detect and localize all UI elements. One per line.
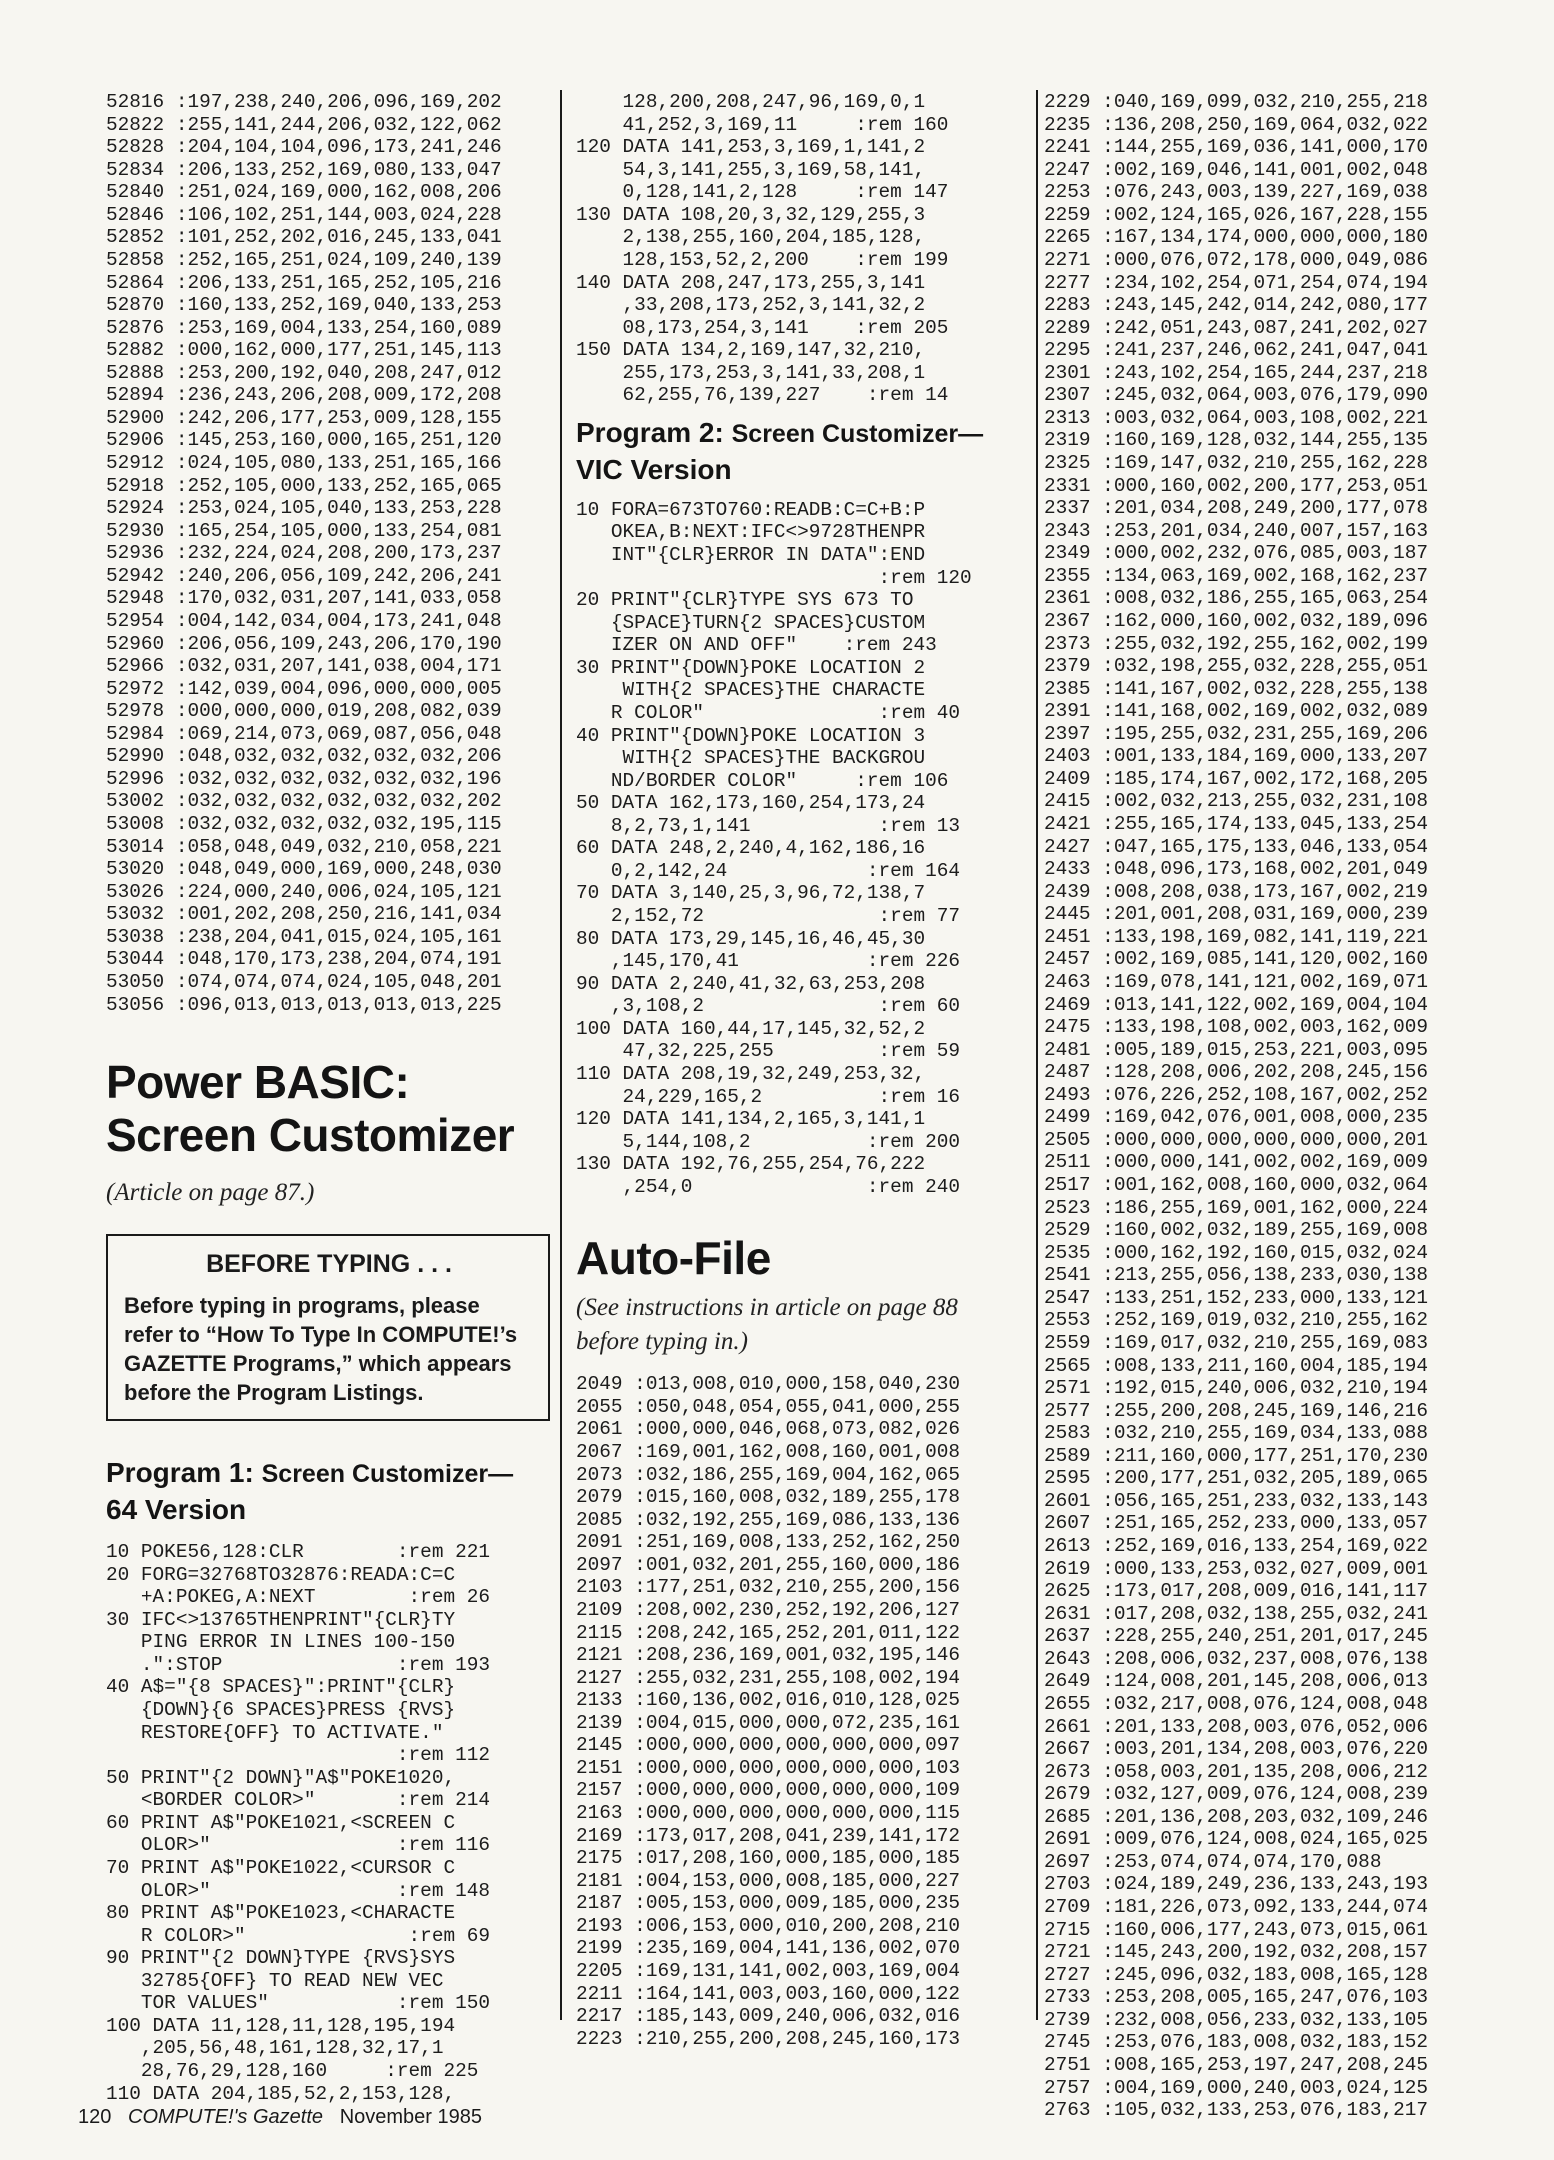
listing-line: 2097 :001,032,201,255,160,000,186	[576, 1553, 960, 1576]
column-2	[576, 0, 1028, 2090]
listing-line: 2763 :105,032,133,253,076,183,217	[1044, 2099, 1428, 2122]
listing-line: 2,152,72 :rem 77	[576, 905, 960, 927]
listing-line: 2271 :000,076,072,178,000,049,086	[1044, 248, 1428, 271]
listing-line: 2619 :000,133,253,032,027,009,001	[1044, 1557, 1428, 1580]
listing-line: 2403 :001,133,184,169,000,133,207	[1044, 745, 1428, 768]
listing-line: 2235 :136,208,250,169,064,032,022	[1044, 113, 1428, 136]
listing-line: R COLOR>" :rem 69	[106, 1924, 490, 1947]
program1-listing	[106, 1541, 550, 2105]
listing-line: 2463 :169,078,141,121,002,169,071	[1044, 970, 1428, 993]
listing-line: 2415 :002,032,213,255,032,231,108	[1044, 790, 1428, 813]
listing-line: 52828 :204,104,104,096,173,241,246	[106, 136, 502, 159]
listing-line: WITH{2 SPACES}THE BACKGROU	[576, 747, 926, 770]
listing-line: 24,229,165,2 :rem 16	[576, 1085, 960, 1108]
autofile-heading	[576, 1232, 1028, 1285]
listing-line: ,145,170,41 :rem 226	[576, 950, 960, 973]
listing-line: 90 PRINT"{2 DOWN}TYPE {RVS}SYS	[106, 1947, 456, 1970]
listing-line: 2751 :008,165,253,197,247,208,245	[1044, 2053, 1428, 2076]
listing-line: 120 DATA 141,253,3,169,1,141,2	[576, 136, 926, 159]
listing-line: 2661 :201,133,208,003,076,052,006	[1044, 1715, 1428, 1738]
autofile-note: (See instructions in article on page 88 before typing in.)	[576, 1294, 958, 1356]
listing-line: 53050 :074,074,074,024,105,048,201	[106, 970, 502, 993]
listing-line: 2481 :005,189,015,253,221,003,095	[1044, 1038, 1428, 1061]
listing-line: 2337 :201,034,208,249,200,177,078	[1044, 497, 1428, 520]
listing-line: 52972 :142,039,004,096,000,000,005	[106, 677, 502, 700]
listing-line: 2421 :255,165,174,133,045,133,254	[1044, 813, 1428, 835]
listing-line: 52876 :253,169,004,133,254,160,089	[106, 316, 502, 339]
listing-line: 2529 :160,002,032,189,255,169,008	[1044, 1219, 1428, 1242]
listing-line: 2565 :008,133,211,160,004,185,194	[1044, 1354, 1428, 1377]
listing-line: 2265 :167,134,174,000,000,000,180	[1044, 226, 1428, 249]
listing-line: INT"{CLR}ERROR IN DATA":END	[576, 544, 926, 566]
listing-line: 2367 :162,000,160,002,032,189,096	[1044, 609, 1428, 632]
listing-line: 255,173,253,3,141,33,208,1	[576, 361, 926, 384]
listing-line: 41,252,3,169,11 :rem 160	[576, 113, 949, 136]
listing-line: 50 PRINT"{2 DOWN}"A$"POKE1020,	[106, 1766, 456, 1789]
column-1	[106, 0, 550, 2105]
listing-line: 2397 :195,255,032,231,255,169,206	[1044, 722, 1428, 745]
listing-line: 130 DATA 192,76,255,254,76,222	[576, 1153, 926, 1176]
listing-line: 2175 :017,208,160,000,185,000,185	[576, 1847, 960, 1870]
listing-line: 2361 :008,032,186,255,165,063,254	[1044, 587, 1428, 610]
listing-line: 2571 :192,015,240,006,032,210,194	[1044, 1377, 1428, 1400]
listing-line: 70 PRINT A$"POKE1022,<CURSOR C	[106, 1856, 456, 1879]
listing-line: 2493 :076,226,252,108,167,002,252	[1044, 1083, 1428, 1106]
listing-line: 2307 :245,032,064,003,076,179,090	[1044, 384, 1428, 407]
listing-line: 2343 :253,201,034,240,007,157,163	[1044, 519, 1428, 542]
issue-date: November 1985	[339, 2106, 483, 2128]
listing-line: 2319 :160,169,128,032,144,255,135	[1044, 429, 1428, 452]
listing-line: 2133 :160,136,002,016,010,128,025	[576, 1689, 960, 1712]
listing-line: 2709 :181,226,073,092,133,244,074	[1044, 1896, 1428, 1918]
listing-line: 2295 :241,237,246,062,241,047,041	[1044, 339, 1428, 362]
listing-line: 120 DATA 141,134,2,165,3,141,1	[576, 1108, 926, 1131]
listing-line: OKEA,B:NEXT:IFC<>9728THENPR	[576, 521, 926, 544]
listing-line: 128,200,208,247,96,169,0,1	[576, 91, 926, 113]
listing-line: 52858 :252,165,251,024,109,240,139	[106, 248, 502, 271]
listing-line: 2637 :228,255,240,251,201,017,245	[1044, 1625, 1428, 1648]
listing-line: 2145 :000,000,000,000,000,000,097	[576, 1734, 960, 1757]
listing-line: 10 FORA=673TO760:READB:C=C+B:P	[576, 498, 926, 521]
listing-line: 2151 :000,000,000,000,000,000,103	[576, 1756, 960, 1779]
listing-line: 2505 :000,000,000,000,000,000,201	[1044, 1128, 1428, 1151]
listing-line: 2325 :169,147,032,210,255,162,228	[1044, 452, 1428, 474]
listing-line: 2625 :173,017,208,009,016,141,117	[1044, 1580, 1428, 1603]
listing-line: 30 IFC<>13765THENPRINT"{CLR}TY	[106, 1608, 456, 1631]
listing-line: +A:POKEG,A:NEXT :rem 26	[106, 1586, 490, 1609]
listing-line: 2079 :015,160,008,032,189,255,178	[576, 1486, 960, 1509]
listing-line: 30 PRINT"{DOWN}POKE LOCATION 2	[576, 656, 926, 679]
listing-line: 40 A$="{8 SPACES}":PRINT"{CLR}	[106, 1676, 456, 1699]
listing-line: {SPACE}TURN{2 SPACES}CUSTOM	[576, 611, 926, 634]
program2-listing	[576, 499, 1028, 1198]
listing-line: 2613 :252,169,016,133,254,169,022	[1044, 1535, 1428, 1557]
listing-line: 2439 :008,208,038,173,167,002,219	[1044, 880, 1428, 903]
listing-line: 140 DATA 208,247,173,255,3,141	[576, 271, 926, 294]
listing-line: 0,2,142,24 :rem 164	[576, 859, 960, 882]
listing-line: 5,144,108,2 :rem 200	[576, 1130, 960, 1153]
hex-listing-part3	[1044, 91, 1484, 2122]
listing-line: {DOWN}{6 SPACES}PRESS {RVS}	[106, 1699, 456, 1721]
listing-line: 54,3,141,255,3,169,58,141,	[576, 158, 926, 181]
listing-line: ,254,0 :rem 240	[576, 1175, 960, 1198]
autofile-listing	[576, 1373, 1028, 2050]
listing-line: 08,173,254,3,141 :rem 205	[576, 316, 949, 339]
listing-line: 2757 :004,169,000,240,003,024,125	[1044, 2076, 1428, 2099]
listing-line: 47,32,225,255 :rem 59	[576, 1040, 960, 1063]
before-typing-text: Before typing in programs, please refer to “How To Type In COMPUTE!’s GAZETTE Programs,” which appears before the Program Listings.	[124, 1293, 518, 1406]
program1-heading	[106, 1455, 550, 1527]
listing-line: 32785{OFF} TO READ NEW VEC	[106, 1969, 444, 1992]
listing-line: 52852 :101,252,202,016,245,133,041	[106, 226, 502, 249]
listing-line: 2457 :002,169,085,141,120,002,160	[1044, 948, 1428, 971]
listing-line: 53056 :096,013,013,013,013,013,225	[106, 993, 502, 1016]
listing-line: 60 DATA 248,2,240,4,162,186,16	[576, 837, 926, 860]
listing-line: 2115 :208,242,165,252,201,011,122	[576, 1621, 960, 1644]
listing-line: 110 DATA 208,19,32,249,253,32,	[576, 1062, 926, 1085]
listing-line: 150 DATA 134,2,169,147,32,210,	[576, 339, 926, 362]
listing-line: TOR VALUES" :rem 150	[106, 1992, 490, 2015]
listing-line: 52864 :206,133,251,165,252,105,216	[106, 271, 502, 294]
listing-line: 2595 :200,177,251,032,205,189,065	[1044, 1467, 1428, 1490]
listing-line: 52888 :253,200,192,040,208,247,012	[106, 361, 502, 384]
listing-line: 52924 :253,024,105,040,133,253,228	[106, 497, 502, 520]
listing-line: .":STOP :rem 193	[106, 1653, 490, 1676]
listing-line: 52978 :000,000,000,019,208,082,039	[106, 700, 502, 723]
listing-line: ND/BORDER COLOR" :rem 106	[576, 769, 949, 792]
listing-line: 53002 :032,032,032,032,032,032,202	[106, 790, 502, 813]
listing-line: 52822 :255,141,244,206,032,122,062	[106, 113, 502, 136]
listing-line: :rem 120	[576, 566, 972, 589]
listing-line: 2523 :186,255,169,001,162,000,224	[1044, 1196, 1428, 1219]
listing-line: 52882 :000,162,000,177,251,145,113	[106, 339, 502, 362]
listing-line: ,205,56,48,161,128,32,17,1	[106, 2037, 444, 2060]
listing-line: 100 DATA 160,44,17,145,32,52,2	[576, 1017, 926, 1040]
listing-line: 2409 :185,174,167,002,172,168,205	[1044, 767, 1428, 790]
listing-line: OLOR>" :rem 116	[106, 1834, 490, 1857]
listing-line: 2553 :252,169,019,032,210,255,162	[1044, 1309, 1428, 1332]
listing-line: 2745 :253,076,183,008,032,183,152	[1044, 2031, 1428, 2054]
listing-line: 52942 :240,206,056,109,242,206,241	[106, 564, 502, 587]
listing-line: 20 FORG=32768TO32876:READA:C=C	[106, 1563, 456, 1586]
listing-line: 2127 :255,032,231,255,108,002,194	[576, 1666, 960, 1689]
listing-line: 2373 :255,032,192,255,162,002,199	[1044, 632, 1428, 655]
listing-line: R COLOR" :rem 40	[576, 701, 960, 724]
listing-line: 2535 :000,162,192,160,015,032,024	[1044, 1241, 1428, 1264]
article-heading	[106, 1056, 550, 1162]
listing-line: 2679 :032,127,009,076,124,008,239	[1044, 1783, 1428, 1806]
listing-line: 2697 :253,074,074,074,170,088	[1044, 1850, 1382, 1873]
listing-line: WITH{2 SPACES}THE CHARACTE	[576, 679, 926, 702]
listing-line: 2703 :024,189,249,236,133,243,193	[1044, 1873, 1428, 1896]
listing-line: 40 PRINT"{DOWN}POKE LOCATION 3	[576, 724, 926, 747]
listing-line: 2217 :185,143,009,240,006,032,016	[576, 2005, 960, 2028]
listing-line: 2667 :003,201,134,208,003,076,220	[1044, 1738, 1428, 1761]
listing-line: ,33,208,173,252,3,141,32,2	[576, 294, 926, 317]
listing-line: 2187 :005,153,000,009,185,000,235	[576, 1892, 960, 1915]
listing-line: 2061 :000,000,046,068,073,082,026	[576, 1418, 960, 1441]
listing-line: 2229 :040,169,099,032,210,255,218	[1044, 91, 1428, 113]
listing-line: 2103 :177,251,032,210,255,200,156	[576, 1576, 960, 1599]
listing-line: 130 DATA 108,20,3,32,129,255,3	[576, 203, 926, 226]
listing-line: 2199 :235,169,004,141,136,002,070	[576, 1937, 960, 1960]
listing-line: 2289 :242,051,243,087,241,202,027	[1044, 316, 1428, 339]
listing-line: :rem 112	[106, 1744, 490, 1767]
listing-line: 2277 :234,102,254,071,254,074,194	[1044, 271, 1428, 294]
listing-line: 128,153,52,2,200 :rem 199	[576, 248, 949, 271]
listing-line: 2511 :000,000,141,002,002,169,009	[1044, 1151, 1428, 1174]
listing-line: 2073 :032,186,255,169,004,162,065	[576, 1463, 960, 1486]
listing-line: 2301 :243,102,254,165,244,237,218	[1044, 361, 1428, 384]
listing-line: 2577 :255,200,208,245,169,146,216	[1044, 1399, 1428, 1422]
before-typing-title: BEFORE TYPING . . .	[206, 1250, 452, 1279]
listing-line: 2205 :169,131,141,002,003,169,004	[576, 1959, 960, 1982]
article-title-line1: Power BASIC:	[106, 1056, 410, 1109]
listing-line: 100 DATA 11,128,11,128,195,194	[106, 2014, 456, 2037]
listing-line: 2247 :002,169,046,141,001,002,048	[1044, 158, 1428, 181]
listing-line: 10 POKE56,128:CLR :rem 221	[106, 1541, 490, 1564]
listing-line: 2355 :134,063,169,002,168,162,237	[1044, 564, 1428, 587]
listing-line: 2691 :009,076,124,008,024,165,025	[1044, 1828, 1428, 1851]
listing-line: 53038 :238,204,041,015,024,105,161	[106, 925, 502, 948]
listing-line: 110 DATA 204,185,52,2,153,128,	[106, 2082, 456, 2105]
listing-line: 2727 :245,096,032,183,008,165,128	[1044, 1963, 1428, 1986]
listing-line: 2721 :145,243,200,192,032,208,157	[1044, 1941, 1428, 1964]
listing-line: 2559 :169,017,032,210,255,169,083	[1044, 1331, 1428, 1354]
listing-line: 2487 :128,208,006,202,208,245,156	[1044, 1061, 1428, 1084]
listing-line: 8,2,73,1,141 :rem 13	[576, 814, 960, 837]
listing-line: 2241 :144,255,169,036,141,000,170	[1044, 136, 1428, 159]
listing-line: 2313 :003,032,064,003,108,002,221	[1044, 406, 1428, 429]
listing-line: 53026 :224,000,240,006,024,105,121	[106, 880, 502, 903]
listing-line: 2685 :201,136,208,203,032,109,246	[1044, 1805, 1428, 1828]
column-3	[1044, 0, 1484, 2122]
listing-line: 2253 :076,243,003,139,227,169,038	[1044, 181, 1428, 204]
listing-line: ,3,108,2 :rem 60	[576, 995, 960, 1018]
listing-line: 2193 :006,153,000,010,200,208,210	[576, 1914, 960, 1937]
listing-line: 2655 :032,217,008,076,124,008,048	[1044, 1692, 1428, 1715]
listing-line: 52846 :106,102,251,144,003,024,228	[106, 203, 502, 226]
listing-line: 52966 :032,031,207,141,038,004,171	[106, 655, 502, 678]
hex-listing-part1	[106, 91, 550, 1016]
listing-line: 80 PRINT A$"POKE1023,<CHARACTE	[106, 1902, 456, 1925]
page-number: 120	[78, 2106, 112, 2128]
page-footer	[78, 2106, 482, 2129]
listing-line: 2121 :208,236,169,001,032,195,146	[576, 1644, 960, 1667]
listing-line: 2391 :141,168,002,169,002,032,089	[1044, 700, 1428, 723]
listing-line: 53032 :001,202,208,250,216,141,034	[106, 903, 502, 926]
program2-heading	[576, 415, 1028, 487]
listing-line: 2733 :253,208,005,165,247,076,103	[1044, 1986, 1428, 2009]
listing-line: 53020 :048,049,000,169,000,248,030	[106, 858, 502, 881]
listing-line: 2445 :201,001,208,031,169,000,239	[1044, 903, 1428, 926]
listing-line: 2283 :243,145,242,014,242,080,177	[1044, 294, 1428, 317]
listing-line: 52954 :004,142,034,004,173,241,048	[106, 609, 502, 632]
listing-line: 52816 :197,238,240,206,096,169,202	[106, 91, 502, 113]
listing-line: 2715 :160,006,177,243,073,015,061	[1044, 1918, 1428, 1941]
listing-line: 2211 :164,141,003,003,160,000,122	[576, 1982, 960, 2005]
article-title-line2: Screen Customizer	[106, 1109, 515, 1162]
listing-line: 2223 :210,255,200,208,245,160,173	[576, 2027, 960, 2050]
listing-line: 60 PRINT A$"POKE1021,<SCREEN C	[106, 1811, 456, 1834]
listing-line: 2,138,255,160,204,185,128,	[576, 226, 926, 249]
listing-line: 0,128,141,2,128 :rem 147	[576, 181, 949, 204]
listing-line: 2583 :032,210,255,169,034,133,088	[1044, 1422, 1428, 1445]
listing-line: 2163 :000,000,000,000,000,000,115	[576, 1802, 960, 1824]
column-rule-1	[560, 90, 562, 2020]
program2-label: Program 2:	[576, 416, 724, 448]
listing-line: 53044 :048,170,173,238,204,074,191	[106, 948, 502, 971]
program2-title: Screen Customizer—	[731, 419, 984, 448]
program2-version: VIC Version	[576, 453, 732, 485]
before-typing-box	[106, 1234, 550, 1421]
program1-version: 64 Version	[106, 1494, 247, 1526]
listing-line: IZER ON AND OFF" :rem 243	[576, 634, 937, 657]
listing-line: 53008 :032,032,032,032,032,195,115	[106, 813, 502, 835]
listing-line: 52912 :024,105,080,133,251,165,166	[106, 452, 502, 474]
listing-line: 2541 :213,255,056,138,233,030,138	[1044, 1264, 1428, 1287]
listing-line: 52906 :145,253,160,000,165,251,120	[106, 429, 502, 452]
listing-line: 52930 :165,254,105,000,133,254,081	[106, 519, 502, 542]
listing-line: 52894 :236,243,206,208,009,172,208	[106, 384, 502, 407]
program1-title: Screen Customizer—	[261, 1460, 514, 1489]
listing-line: 2139 :004,015,000,000,072,235,161	[576, 1711, 960, 1734]
listing-line: <BORDER COLOR>" :rem 214	[106, 1789, 490, 1812]
listing-line: 2547 :133,251,152,233,000,133,121	[1044, 1286, 1428, 1309]
listing-line: 52870 :160,133,252,169,040,133,253	[106, 294, 502, 317]
listing-line: 2085 :032,192,255,169,086,133,136	[576, 1508, 960, 1531]
listing-line: 2601 :056,165,251,233,032,133,143	[1044, 1489, 1428, 1512]
listing-line: 52900 :242,206,177,253,009,128,155	[106, 406, 502, 429]
program1-label: Program 1:	[106, 1457, 254, 1489]
listing-line: 2517 :001,162,008,160,000,032,064	[1044, 1174, 1428, 1196]
listing-line: 2169 :173,017,208,041,239,141,172	[576, 1824, 960, 1847]
listing-line: 52996 :032,032,032,032,032,032,196	[106, 767, 502, 790]
listing-line: 2433 :048,096,173,168,002,201,049	[1044, 858, 1428, 881]
listing-line: 62,255,76,139,227 :rem 14	[576, 384, 949, 407]
program1-listing-continued	[576, 91, 1028, 407]
listing-line: 2649 :124,008,201,145,208,006,013	[1044, 1670, 1428, 1693]
listing-line: 2109 :208,002,230,252,192,206,127	[576, 1598, 960, 1621]
listing-line: 2157 :000,000,000,000,000,000,109	[576, 1779, 960, 1802]
listing-line: 28,76,29,128,160 :rem 225	[106, 2060, 479, 2082]
listing-line: 80 DATA 173,29,145,16,46,45,30	[576, 927, 926, 950]
listing-line: 52834 :206,133,252,169,080,133,047	[106, 158, 502, 181]
listing-line: 2049 :013,008,010,000,158,040,230	[576, 1373, 960, 1396]
listing-line: 2451 :133,198,169,082,141,119,221	[1044, 925, 1428, 948]
autofile-title: Auto-File	[576, 1232, 771, 1285]
listing-line: 52960 :206,056,109,243,206,170,190	[106, 632, 502, 655]
listing-line: 52840 :251,024,169,000,162,008,206	[106, 181, 502, 204]
listing-line: 2067 :169,001,162,008,160,001,008	[576, 1441, 960, 1463]
listing-line: 52990 :048,032,032,032,032,032,206	[106, 745, 502, 768]
listing-line: 52984 :069,214,073,069,087,056,048	[106, 722, 502, 745]
listing-line: 2055 :050,048,054,055,041,000,255	[576, 1395, 960, 1418]
listing-line: 2475 :133,198,108,002,003,162,009	[1044, 1016, 1428, 1039]
listing-line: 2499 :169,042,076,001,008,000,235	[1044, 1106, 1428, 1129]
column-rule-2	[1036, 90, 1038, 2020]
publication-name: COMPUTE!'s Gazette	[128, 2106, 324, 2128]
listing-line: 2589 :211,160,000,177,251,170,230	[1044, 1444, 1428, 1467]
listing-line: 2739 :232,008,056,233,032,133,105	[1044, 2008, 1428, 2031]
listing-line: 20 PRINT"{CLR}TYPE SYS 673 TO	[576, 589, 914, 612]
listing-line: 52936 :232,224,024,208,200,173,237	[106, 542, 502, 565]
listing-line: 52948 :170,032,031,207,141,033,058	[106, 587, 502, 610]
listing-line: 2091 :251,169,008,133,252,162,250	[576, 1531, 960, 1554]
listing-line: OLOR>" :rem 148	[106, 1879, 490, 1902]
listing-line: RESTORE{OFF} TO ACTIVATE."	[106, 1721, 444, 1744]
article-page-note: (Article on page 87.)	[106, 1179, 315, 1207]
listing-line: 70 DATA 3,140,25,3,96,72,138,7	[576, 882, 926, 905]
listing-line: 53014 :058,048,049,032,210,058,221	[106, 835, 502, 858]
listing-line: 2259 :002,124,165,026,167,228,155	[1044, 203, 1428, 226]
listing-line: 50 DATA 162,173,160,254,173,24	[576, 792, 926, 815]
listing-line: 2331 :000,160,002,200,177,253,051	[1044, 474, 1428, 497]
listing-line: PING ERROR IN LINES 100-150	[106, 1631, 456, 1654]
listing-line: 2607 :251,165,252,233,000,133,057	[1044, 1512, 1428, 1535]
listing-line: 2643 :208,006,032,237,008,076,138	[1044, 1647, 1428, 1670]
listing-line: 2427 :047,165,175,133,046,133,054	[1044, 835, 1428, 858]
listing-line: 52918 :252,105,000,133,252,165,065	[106, 474, 502, 497]
listing-line: 2385 :141,167,002,032,228,255,138	[1044, 677, 1428, 700]
listing-line: 2181 :004,153,000,008,185,000,227	[576, 1869, 960, 1892]
listing-line: 2631 :017,208,032,138,255,032,241	[1044, 1602, 1428, 1625]
listing-line: 2379 :032,198,255,032,228,255,051	[1044, 655, 1428, 678]
listing-line: 90 DATA 2,240,41,32,63,253,208	[576, 972, 926, 995]
listing-line: 2469 :013,141,122,002,169,004,104	[1044, 993, 1428, 1016]
listing-line: 2673 :058,003,201,135,208,006,212	[1044, 1760, 1428, 1783]
listing-line: 2349 :000,002,232,076,085,003,187	[1044, 542, 1428, 565]
